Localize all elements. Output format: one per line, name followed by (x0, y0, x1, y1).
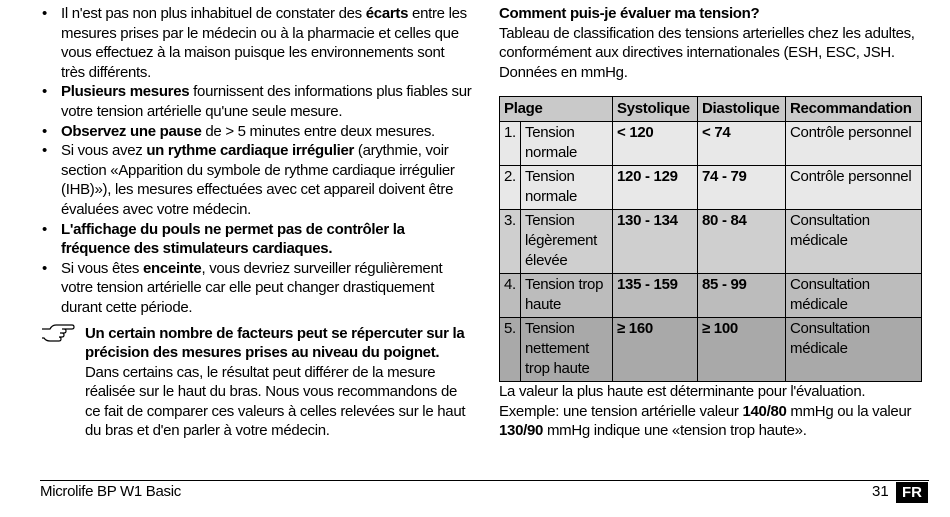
tip-bullet-item (40, 122, 472, 142)
row-number: 5. (500, 318, 521, 382)
note-text-b: mmHg ou la valeur (786, 402, 912, 420)
tip-bullet-item (40, 82, 472, 121)
bullet-text: (arythmie, voir section «Apparition du symbole de rythme cardiaque irrégulier (IHB)»), les mesures effectuées avec cet appareil doivent être évaluées avec votre médecin. (61, 142, 455, 218)
left-column (40, 4, 472, 441)
row-plage: Tension normale (521, 121, 613, 165)
table-row (500, 274, 922, 318)
row-number: 2. (500, 166, 521, 210)
bullet-icon: • (42, 122, 47, 140)
tip-bullet-item (40, 220, 472, 259)
row-systolique: 120 - 129 (613, 166, 698, 210)
bullet-icon: • (42, 5, 47, 22)
row-systolique: 130 - 134 (613, 210, 698, 274)
note-text-c: mmHg indique une «tension trop haute». (543, 422, 807, 440)
bullet-text: Si vous avez (61, 142, 147, 160)
note-example-value-2: 130/90 (499, 422, 544, 440)
bullet-text: enceinte (142, 259, 202, 277)
bullet-icon: • (42, 142, 47, 160)
row-recommandation: Consultation médicale (786, 274, 922, 318)
section-heading: Comment puis-je évaluer ma tension? (499, 5, 760, 22)
row-number: 1. (500, 121, 521, 165)
table-header-row (500, 97, 922, 122)
table-row (500, 166, 922, 210)
tip-bullet-item (40, 141, 472, 219)
tips-list (40, 4, 472, 318)
bullet-text: Il n'est pas non plus inhabituel de constater des (61, 5, 366, 22)
row-diastolique: 74 - 79 (698, 166, 786, 210)
row-systolique: 135 - 159 (613, 274, 698, 318)
bullet-text: Si vous êtes (61, 259, 143, 277)
bullet-icon: • (42, 259, 47, 277)
evaluation-note (499, 382, 929, 441)
bullet-text: Observez une pause (61, 122, 202, 140)
row-systolique: < 120 (613, 121, 698, 165)
tip-bullet-item (40, 259, 472, 318)
note-text-a: La valeur la plus haute est déterminante pour l'évaluation. Exemple: une tension artérielle valeur (499, 383, 866, 420)
header-systolique: Systolique (613, 97, 698, 122)
note-example-value-1: 140/80 (742, 402, 787, 420)
row-number: 3. (500, 210, 521, 274)
bullet-text: un rythme cardiaque irrégulier (146, 142, 355, 160)
page-number: 31 (872, 483, 889, 500)
bullet-icon: • (42, 83, 47, 101)
row-recommandation: Consultation médicale (786, 210, 922, 274)
bullet-text: écarts (365, 5, 409, 22)
table-row (500, 121, 922, 165)
header-plage: Plage (500, 97, 613, 122)
bullet-icon: • (42, 220, 47, 238)
row-recommandation: Consultation médicale (786, 318, 922, 382)
row-plage: Tension nettement trop haute (521, 318, 613, 382)
tip-bold-text: Un certain nombre de facteurs peut se répercuter sur la précision des mesures prises au niveau du poignet. (85, 324, 465, 362)
table-row (500, 210, 922, 274)
wrist-measurement-tip (40, 324, 472, 442)
footer-product-name: Microlife BP W1 Basic (40, 483, 181, 500)
row-systolique: ≥ 160 (613, 318, 698, 382)
tip-text: Dans certains cas, le résultat peut différer de la mesure réalisée sur le haut du bras. Nous vous recommandons de ce fait de comparer ces valeurs à celles relevées sur le haut du bras et d'en parler à votre médecin. (85, 363, 466, 440)
header-diastolique: Diastolique (698, 97, 786, 122)
row-diastolique: < 74 (698, 121, 786, 165)
bullet-text: entre les mesures prises par le médecin ou à la pharmacie et celles que vous effectuez à la maison puisque les environnements sont très différents. (61, 5, 467, 81)
row-recommandation: Contrôle personnel (786, 166, 922, 210)
row-diastolique: ≥ 100 (698, 318, 786, 382)
header-recommandation: Recommandation (786, 97, 922, 122)
table-intro: Tableau de classification des tensions arterielles chez les adultes, conformément aux directives internationales (ESH, ESC, JSH. Données en mmHg. (499, 24, 915, 81)
row-plage: Tension trop haute (521, 274, 613, 318)
bullet-text: Plusieurs mesures (61, 83, 190, 101)
row-diastolique: 80 - 84 (698, 210, 786, 274)
row-recommandation: Contrôle personnel (786, 121, 922, 165)
right-column (499, 4, 929, 441)
bullet-text: , vous devriez surveiller régulièrement votre tension artérielle car elle peut changer drastiquement durant cette période. (61, 259, 443, 316)
row-number: 4. (500, 274, 521, 318)
row-plage: Tension légèrement élevée (521, 210, 613, 274)
row-plage: Tension normale (521, 166, 613, 210)
bullet-text: de > 5 minutes entre deux mesures. (201, 122, 435, 140)
row-diastolique: 85 - 99 (698, 274, 786, 318)
language-badge: FR (896, 482, 928, 503)
footer-divider (40, 480, 929, 481)
tip-bullet-item (40, 4, 472, 82)
bullet-text: fournissent des informations plus fiables sur votre tension artérielle qu'une seule mesure. (61, 83, 472, 120)
pointing-hand-icon (40, 321, 76, 343)
bullet-text: L'affichage du pouls ne permet pas de contrôler la fréquence des stimulateurs cardiaques. (61, 220, 405, 258)
blood-pressure-classification-table (499, 96, 922, 382)
table-row (500, 318, 922, 382)
